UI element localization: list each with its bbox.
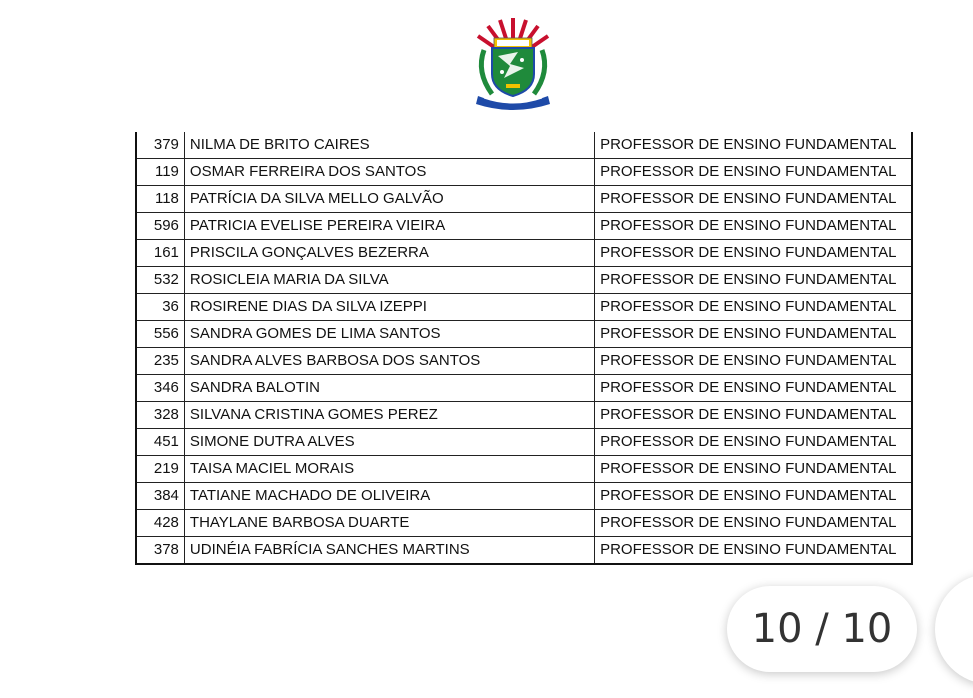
cell-name: SANDRA BALOTIN: [184, 375, 594, 402]
cell-name: ROSIRENE DIAS DA SILVA IZEPPI: [184, 294, 594, 321]
cell-role: PROFESSOR DE ENSINO FUNDAMENTAL: [595, 510, 912, 537]
cell-name: SANDRA ALVES BARBOSA DOS SANTOS: [184, 348, 594, 375]
cell-num: 328: [136, 402, 184, 429]
cell-role: PROFESSOR DE ENSINO FUNDAMENTAL: [595, 240, 912, 267]
cell-name: SILVANA CRISTINA GOMES PEREZ: [184, 402, 594, 429]
cell-name: UDINÉIA FABRÍCIA SANCHES MARTINS: [184, 537, 594, 565]
cell-name: PATRICIA EVELISE PEREIRA VIEIRA: [184, 213, 594, 240]
page-indicator: [727, 586, 917, 672]
table-row: [136, 537, 912, 565]
cell-num: 378: [136, 537, 184, 565]
cell-name: NILMA DE BRITO CAIRES: [184, 132, 594, 159]
cell-role: PROFESSOR DE ENSINO FUNDAMENTAL: [595, 429, 912, 456]
staff-table: [135, 132, 913, 565]
cell-name: SIMONE DUTRA ALVES: [184, 429, 594, 456]
table-row: [136, 240, 912, 267]
table-row: [136, 267, 912, 294]
cell-name: SANDRA GOMES DE LIMA SANTOS: [184, 321, 594, 348]
cell-num: 346: [136, 375, 184, 402]
municipal-coat-of-arms-icon: [470, 16, 556, 112]
cell-num: 451: [136, 429, 184, 456]
cell-num: 36: [136, 294, 184, 321]
cell-num: 118: [136, 186, 184, 213]
table-row: [136, 402, 912, 429]
cell-role: PROFESSOR DE ENSINO FUNDAMENTAL: [595, 186, 912, 213]
cell-num: 384: [136, 483, 184, 510]
cell-role: PROFESSOR DE ENSINO FUNDAMENTAL: [595, 294, 912, 321]
table-row: [136, 483, 912, 510]
table-row: [136, 294, 912, 321]
cell-role: PROFESSOR DE ENSINO FUNDAMENTAL: [595, 132, 912, 159]
cell-role: PROFESSOR DE ENSINO FUNDAMENTAL: [595, 159, 912, 186]
cell-role: PROFESSOR DE ENSINO FUNDAMENTAL: [595, 483, 912, 510]
table-row: [136, 348, 912, 375]
table-row: [136, 429, 912, 456]
table-row: [136, 132, 912, 159]
cell-role: PROFESSOR DE ENSINO FUNDAMENTAL: [595, 321, 912, 348]
table-row: [136, 375, 912, 402]
side-action-button[interactable]: [935, 574, 973, 684]
cell-role: PROFESSOR DE ENSINO FUNDAMENTAL: [595, 537, 912, 565]
cell-num: 161: [136, 240, 184, 267]
cell-name: ROSICLEIA MARIA DA SILVA: [184, 267, 594, 294]
cell-num: 235: [136, 348, 184, 375]
cell-num: 596: [136, 213, 184, 240]
staff-table-body: [136, 132, 912, 564]
table-row: [136, 186, 912, 213]
page-indicator-label: 10 / 10: [751, 606, 893, 652]
cell-num: 379: [136, 132, 184, 159]
cell-num: 532: [136, 267, 184, 294]
cell-role: PROFESSOR DE ENSINO FUNDAMENTAL: [595, 213, 912, 240]
cell-role: PROFESSOR DE ENSINO FUNDAMENTAL: [595, 267, 912, 294]
cell-name: PATRÍCIA DA SILVA MELLO GALVÃO: [184, 186, 594, 213]
table-row: [136, 456, 912, 483]
cell-num: 556: [136, 321, 184, 348]
cell-role: PROFESSOR DE ENSINO FUNDAMENTAL: [595, 375, 912, 402]
cell-name: PRISCILA GONÇALVES BEZERRA: [184, 240, 594, 267]
cell-role: PROFESSOR DE ENSINO FUNDAMENTAL: [595, 402, 912, 429]
cell-name: TAISA MACIEL MORAIS: [184, 456, 594, 483]
cell-num: 428: [136, 510, 184, 537]
table-row: [136, 159, 912, 186]
cell-name: THAYLANE BARBOSA DUARTE: [184, 510, 594, 537]
cell-num: 219: [136, 456, 184, 483]
cell-role: PROFESSOR DE ENSINO FUNDAMENTAL: [595, 348, 912, 375]
table-row: [136, 510, 912, 537]
table-row: [136, 213, 912, 240]
cell-name: TATIANE MACHADO DE OLIVEIRA: [184, 483, 594, 510]
cell-role: PROFESSOR DE ENSINO FUNDAMENTAL: [595, 456, 912, 483]
cell-num: 119: [136, 159, 184, 186]
cell-name: OSMAR FERREIRA DOS SANTOS: [184, 159, 594, 186]
table-row: [136, 321, 912, 348]
